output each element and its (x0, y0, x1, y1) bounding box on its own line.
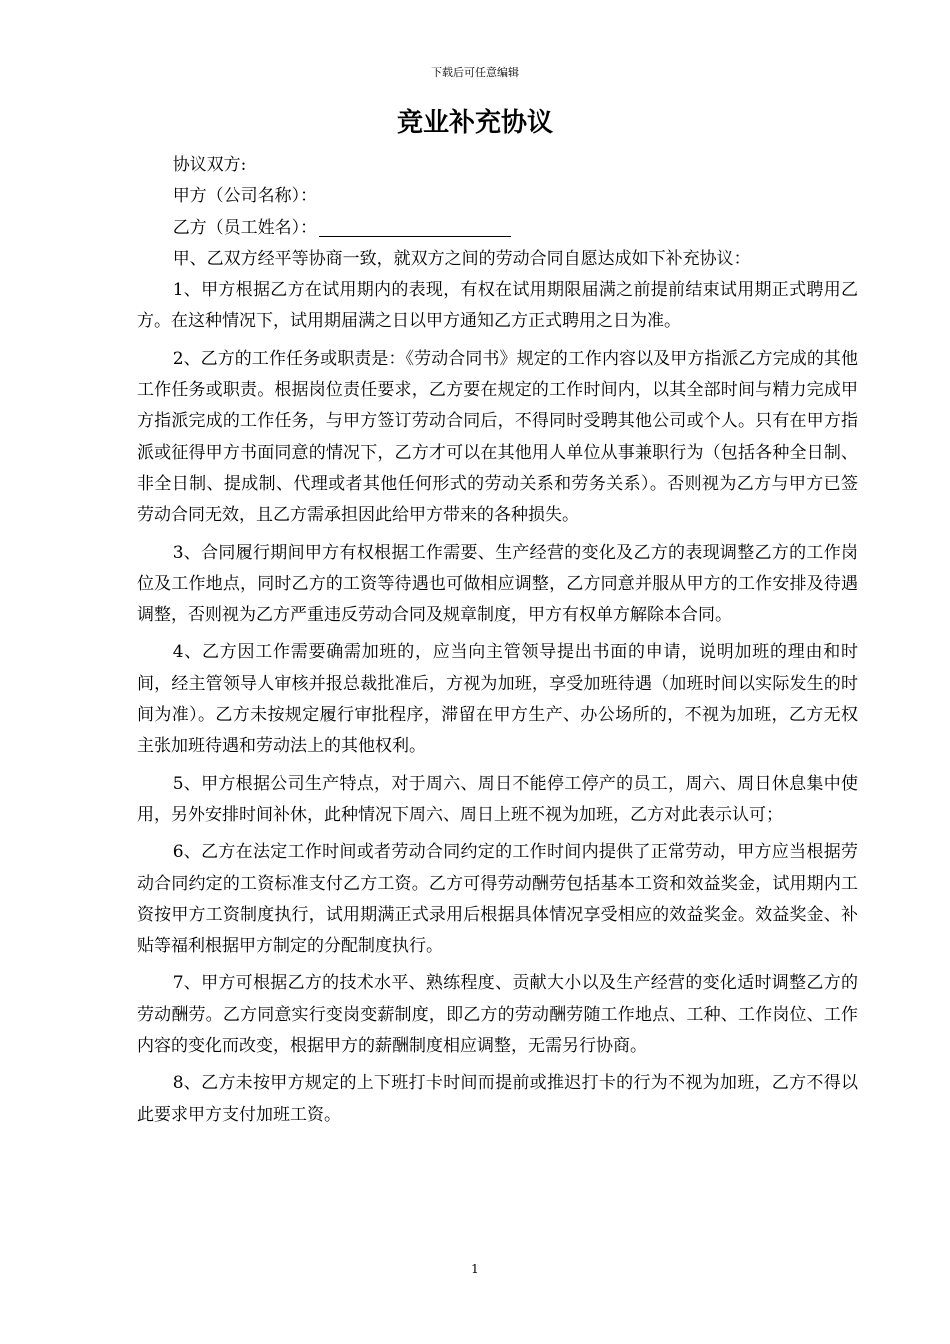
clause-5: 5、甲方根据公司生产特点，对于周六、周日不能停工停产的员工，周六、周日休息集中使用，另外安排时间补休，此种情况下周六、周日上班不视为加班，乙方对此表示认可； (137, 773, 858, 825)
clause-7: 7、甲方可根据乙方的技术水平、熟练程度、贡献大小以及生产经营的变化适时调整乙方的劳动酬劳。乙方同意实行变岗变薪制度，即乙方的劳动酬劳随工作地点、工种、工作岗位、工作内容的变化而改变，根据甲方的薪酬制度相应调整，无需另行协商。 (137, 973, 858, 1057)
intro-paragraph: 甲、乙双方经平等协商一致，就双方之间的劳动合同自愿达成如下补充协议： (172, 248, 751, 269)
clause-1: 1、甲方根据乙方在试用期内的表现，有权在试用期限届满之前提前结束试用期正式聘用乙方。在这种情况下，试用期届满之日以甲方通知乙方正式聘用之日为准。 (137, 280, 858, 332)
party-b-line (137, 213, 858, 244)
party-b-label: 乙方（员工姓名）： (172, 217, 318, 238)
party-a-label: 甲方（公司名称）： (172, 186, 318, 207)
clause-6: 6、乙方在法定工作时间或者劳动合同约定的工作时间内提供了正常劳动，甲方应当根据劳动合同约定的工资标准支付乙方工资。乙方可得劳动酬劳包括基本工资和效益奖金，试用期内工资按甲方工资制度执行，试用期满正式录用后根据具体情况享受相应的效益奖金。效益奖金、补贴等福利根据甲方制定的分配制度执行。 (137, 842, 858, 957)
document-title: 竞业补充协议 (396, 108, 553, 138)
page-number: 1 (471, 1262, 479, 1276)
clause-4: 4、乙方因工作需要确需加班的，应当向主管领导提出书面的申请，说明加班的理由和时间，经主管领导人审核并报总裁批准后，方视为加班，享受加班待遇（加班时间以实际发生的时间为准）。乙方未按规定履行审批程序，滞留在甲方生产、办公场所的，不视为加班，乙方无权主张加班待遇和劳动法上的其他权利。 (137, 642, 858, 757)
employee-name-blank (319, 218, 511, 237)
clause-2: 2、乙方的工作任务或职责是：《劳动合同书》规定的工作内容以及甲方指派乙方完成的其他工作任务或职责。根据岗位责任要求，乙方要在规定的工作时间内，以其全部时间与精力完成甲方指派完成的工作任务，与甲方签订劳动合同后，不得同时受聘其他公司或个人。只有在甲方指派或征得甲方书面同意的情况下，乙方才可以在其他用人单位从事兼职行为（包括各种全日制、非全日制、提成制、代理或者其他任何形式的劳动关系和劳务关系）。否则视为乙方与甲方已签劳动合同无效，且乙方需承担因此给甲方带来的各种损失。 (137, 348, 858, 526)
clause-3: 3、合同履行期间甲方有权根据工作需要、生产经营的变化及乙方的表现调整乙方的工作岗位及工作地点，同时乙方的工资等待遇也可做相应调整，乙方同意并服从甲方的工作安排及待遇调整，否则视为乙方严重违反劳动合同及规章制度，甲方有权单方解除本合同。 (137, 542, 858, 626)
party-a-line (137, 181, 858, 212)
header-note: 下载后可任意编辑 (431, 66, 519, 79)
document-body (137, 150, 858, 1131)
clause-8: 8、乙方未按甲方规定的上下班打卡时间而提前或推迟打卡的行为不视为加班，乙方不得以此要求甲方支付加班工资。 (137, 1073, 858, 1125)
parties-label: 协议双方: (172, 155, 247, 175)
